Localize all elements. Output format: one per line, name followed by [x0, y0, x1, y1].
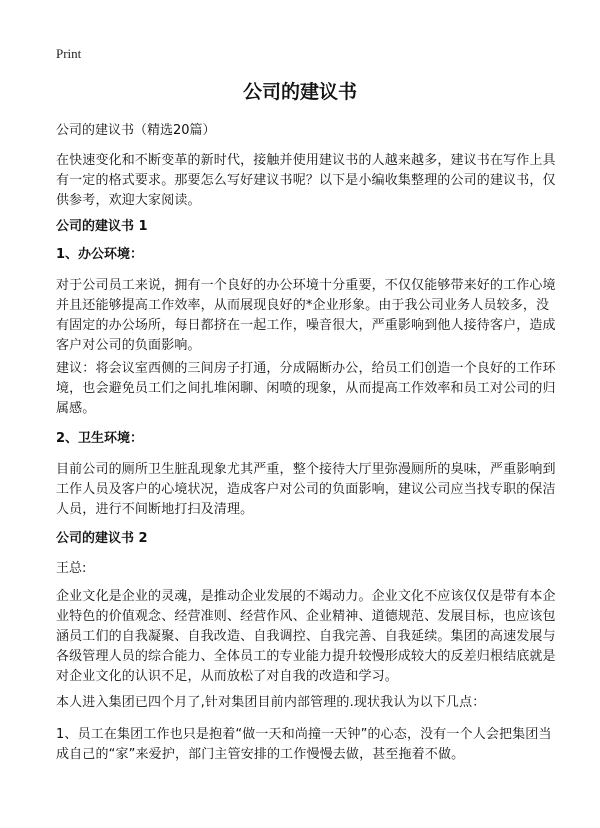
section-office-environment-suggestion: 建议：将会议室西侧的三间房子打通，分成隔断办公，给员工们创造一个良好的工作环境，也会避免员工们之间扎堆闲聊、闲喷的现象，从而提高工作效率和员工对公司的归属感。 [56, 361, 556, 416]
article-2-paragraph-culture: 企业文化是企业的灵魂，是推动企业发展的不竭动力。企业文化不应该仅仅是带有本企业特色的价值观念、经营准则、经营作风、企业精神、道德规范、发展目标，也应该包涵员工们的自我凝聚、自我改造、自我调控、自我完善、自我延续。集团的高速发展与各级管理人员的综合能力、全体员工的专业能力提升较慢形成较大的反差归根结底就是对企业文化的认识不足，从而放松了对自我的改造和学习。 [56, 589, 556, 684]
intro-paragraph: 在快速变化和不断变革的新时代，接触并使用建议书的人越来越多，建议书在写作上具有一定的格式要求。那要怎么写好建议书呢？以下是小编收集整理的公司的建议书，仅供参考，欢迎大家阅读。 [56, 153, 556, 208]
article-2-greeting: 王总: [56, 561, 87, 576]
section-office-environment-paragraph: 对于公司员工来说，拥有一个良好的办公环境十分重要，不仅仅能够带来好的工作心境并且还能够提高工作效率，从而展现良好的*企业形象。由于我公司业务人员较多，没有固定的办公场所，每日都挤在一起工作，噪音很大，严重影响到他人接待客户，造成客户对公司的负面影响。 [56, 278, 556, 353]
article-1-heading: 公司的建议书 1 [56, 219, 148, 234]
article-2-paragraph-point-1: 1、员工在集团工作也只是抱着“做一天和尚撞一天钟”的心态，没有一个人会把集团当成自己的“家”来爱护，部门主管安排的工作慢慢去做，甚至拖着不做。 [56, 727, 552, 762]
article-2-heading: 公司的建议书 2 [56, 531, 148, 546]
page-title: 公司的建议书 [242, 81, 357, 103]
print-link[interactable]: Print [56, 46, 82, 61]
article-2-paragraph-intro: 本人进入集团已四个月了,针对集团目前内部管理的.现状我认为以下几点： [56, 695, 486, 710]
section-hygiene-paragraph: 目前公司的厕所卫生脏乱现象尤其严重，整个接待大厅里弥漫厕所的臭味，严重影响到工作人员及客户的心境状况，造成客户对公司的负面影响，建议公司应当找专职的保洁人员，进行不间断地打扫及清理。 [56, 462, 556, 517]
section-hygiene-heading: 2、卫生环境： [56, 431, 144, 446]
document-subtitle: 公司的建议书（精选20篇） [56, 123, 216, 138]
section-office-environment-heading: 1、办公环境： [56, 247, 144, 262]
